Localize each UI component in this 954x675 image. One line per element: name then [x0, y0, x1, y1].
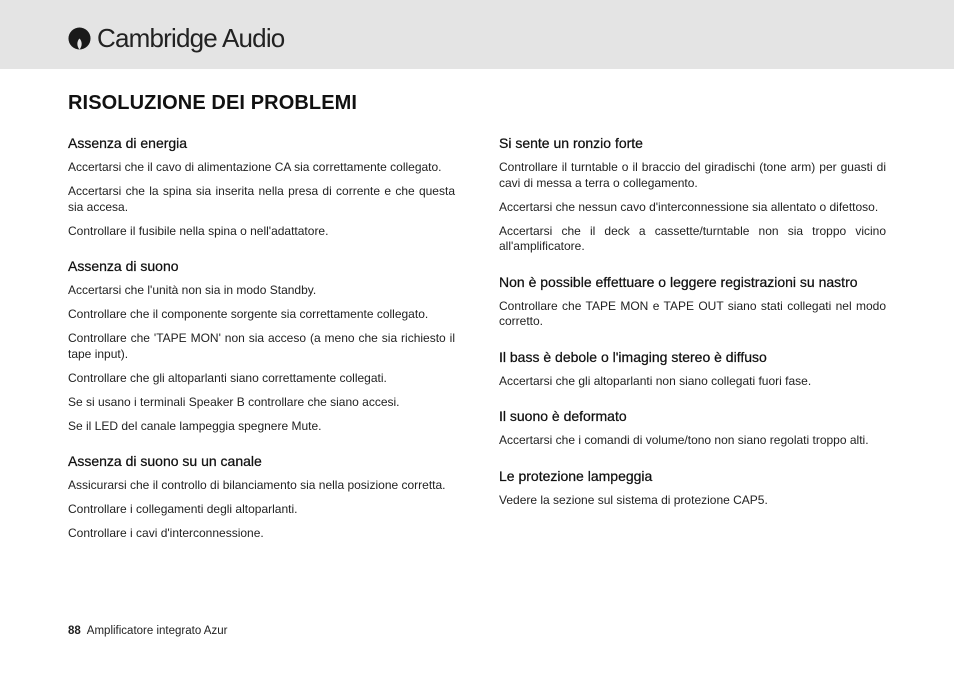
- paragraph: Controllare che gli altoparlanti siano correttamente collegati.: [68, 370, 387, 385]
- right-column: [499, 134, 886, 526]
- left-column: [68, 134, 455, 560]
- paragraph: Controllare il turntable o il braccio del giradischi (tone arm) per guasti di cavi di messa a terra o collegamento.: [499, 160, 886, 190]
- section-no-power: [68, 134, 455, 239]
- section-heading: Assenza di energia: [68, 135, 188, 151]
- section-heading: Il suono è deformato: [499, 408, 627, 424]
- page-number: 88: [68, 625, 81, 637]
- paragraph: Accertarsi che nessun cavo d'interconnessione sia allentato o difettoso.: [499, 199, 879, 214]
- paragraph: Controllare che TAPE MON e TAPE OUT siano stati collegati nel modo corretto.: [499, 298, 886, 328]
- section-distorted-sound: [499, 407, 886, 449]
- page-footer: [68, 625, 227, 637]
- paragraph: Vedere la sezione sul sistema di protezione CAP5.: [499, 492, 768, 507]
- brand-logo: [68, 23, 284, 53]
- paragraph: Controllare i collegamenti degli altoparlanti.: [68, 502, 298, 516]
- section-weak-bass: [499, 348, 886, 390]
- page-title: RISOLUZIONE DEI PROBLEMI: [68, 92, 358, 114]
- paragraph: Assicurarsi che il controllo di bilanciamento sia nella posizione corretta.: [68, 478, 446, 492]
- paragraph: Se il LED del canale lampeggia spegnere Mute.: [68, 418, 322, 433]
- section-protection-flashing: [499, 467, 886, 509]
- cambridge-audio-logo-icon: [68, 27, 91, 50]
- paragraph: Accertarsi che il cavo di alimentazione CA sia correttamente collegato.: [68, 160, 442, 174]
- section-tape-recording: [499, 273, 886, 330]
- paragraph: Accertarsi che la spina sia inserita nella presa di corrente e che questa sia accesa.: [68, 184, 455, 214]
- section-heading: Si sente un ronzio forte: [499, 135, 643, 151]
- section-heading: Non è possible effettuare o leggere registrazioni su nastro: [499, 273, 858, 290]
- product-name: Amplificatore integrato Azur: [86, 625, 228, 637]
- brand-name: Cambridge Audio: [97, 23, 285, 53]
- paragraph: Controllare che 'TAPE MON' non sia acceso (a meno che sia richiesto il tape input).: [68, 331, 455, 361]
- paragraph: Accertarsi che i comandi di volume/tono non siano regolati troppo alti.: [499, 433, 869, 447]
- section-heading: Il bass è debole o l'imaging stereo è diffuso: [499, 348, 767, 365]
- section-heading: Assenza di suono: [68, 258, 179, 274]
- paragraph: Controllare i cavi d'interconnessione.: [68, 526, 264, 540]
- paragraph: Controllare che il componente sorgente sia correttamente collegato.: [68, 307, 429, 321]
- paragraph: Accertarsi che l'unità non sia in modo Standby.: [68, 283, 317, 297]
- section-loud-hum: [499, 134, 886, 255]
- paragraph: Controllare il fusibile nella spina o nell'adattatore.: [68, 223, 329, 238]
- section-no-sound: [68, 257, 455, 434]
- section-heading: Le protezione lampeggia: [499, 467, 653, 484]
- section-no-sound-one-channel: [68, 452, 455, 542]
- section-heading: Assenza di suono su un canale: [68, 453, 262, 469]
- paragraph: Accertarsi che gli altoparlanti non siano collegati fuori fase.: [499, 373, 812, 388]
- paragraph: Se si usano i terminali Speaker B controllare che siano accesi.: [68, 394, 400, 409]
- page-header: [0, 0, 954, 69]
- paragraph: Accertarsi che il deck a cassette/turntable non sia troppo vicino all'amplificatore.: [499, 223, 886, 253]
